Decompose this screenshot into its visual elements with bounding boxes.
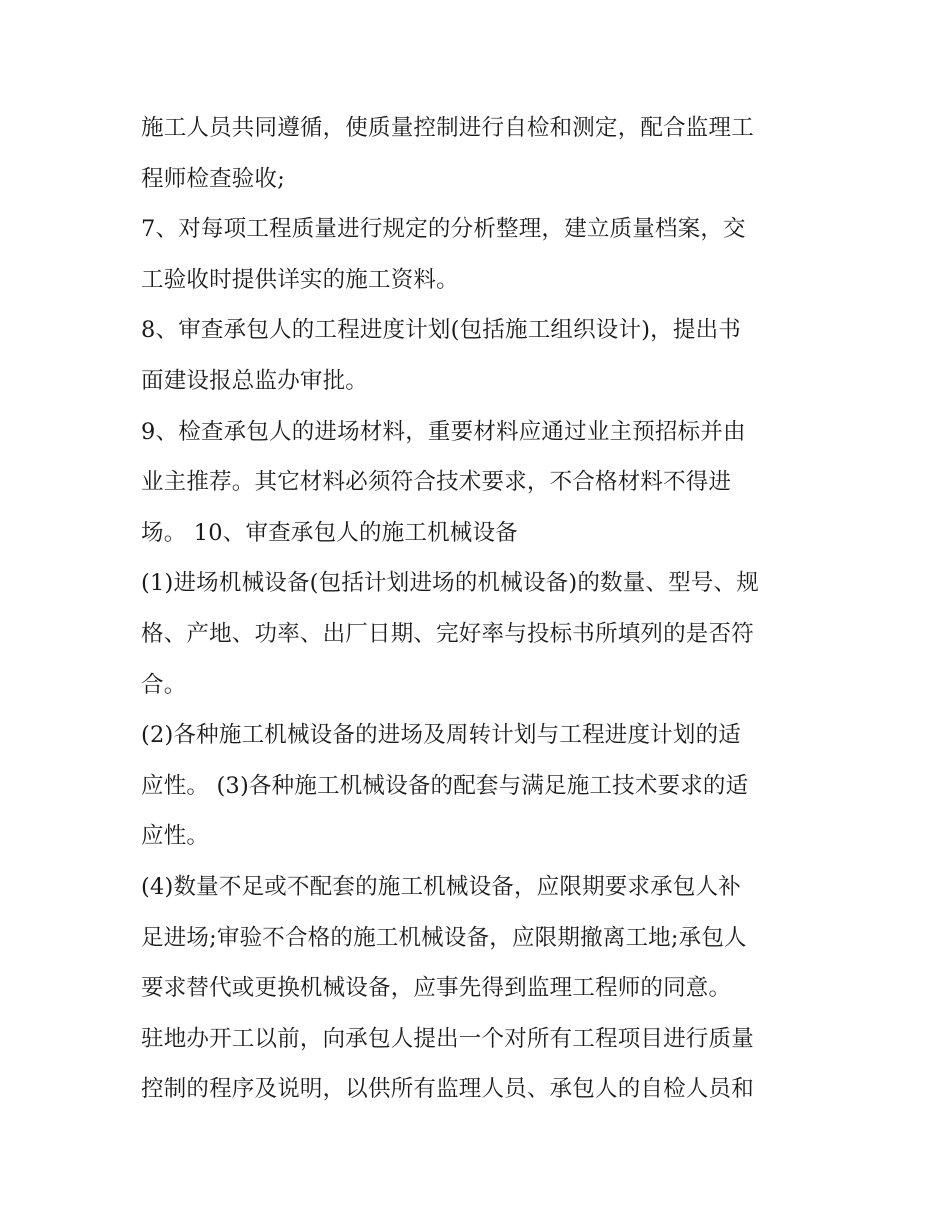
text-line: 面建设报总监办审批。 (141, 367, 369, 394)
text-line: 场。 10、审查承包人的施工机械设备 (141, 519, 518, 546)
text-line: 控制的程序及说明，以供所有监理人员、承包人的自检人员和 (141, 1076, 754, 1103)
text-line: (2)各种施工机械设备的进场及周转计划与工程进度计划的适 (141, 722, 741, 749)
text-line: (4)数量不足或不配套的施工机械设备，应限期要求承包人补 (141, 873, 741, 900)
text-line: 9、检查承包人的进场材料，重要材料应通过业主预招标并由 (141, 418, 746, 445)
text-line: 足进场;审验不合格的施工机械设备，应限期撤离工地;承包人 (141, 924, 747, 951)
text-line: 应性。 (141, 823, 210, 850)
text-line: 合。 (141, 671, 187, 698)
text-line: 7、对每项工程质量进行规定的分析整理，建立质量档案，交 (141, 216, 746, 243)
text-line: 要求替代或更换机械设备，应事先得到监理工程师的同意。 (141, 975, 732, 1002)
text-line: 程师检查验收; (141, 165, 285, 192)
text-line: 应性。 (3)各种施工机械设备的配套与满足施工技术要求的适 (141, 772, 749, 799)
text-line: (1)进场机械设备(包括计划进场的机械设备)的数量、型号、规 (141, 570, 759, 597)
document-body (141, 103, 821, 1115)
text-line: 8、审查承包人的工程进度计划(包括施工组织设计)，提出书 (141, 317, 741, 344)
text-line: 业主推荐。其它材料必须符合技术要求，不合格材料不得进 (141, 469, 732, 496)
text-line: 格、产地、功率、出厂日期、完好率与投标书所填列的是否符 (141, 620, 754, 647)
text-line: 驻地办开工以前，向承包人提出一个对所有工程项目进行质量 (141, 1025, 754, 1052)
text-line: 施工人员共同遵循，使质量控制进行自检和测定，配合监理工 (141, 115, 754, 141)
text-line: 工验收时提供详实的施工资料。 (141, 266, 459, 293)
